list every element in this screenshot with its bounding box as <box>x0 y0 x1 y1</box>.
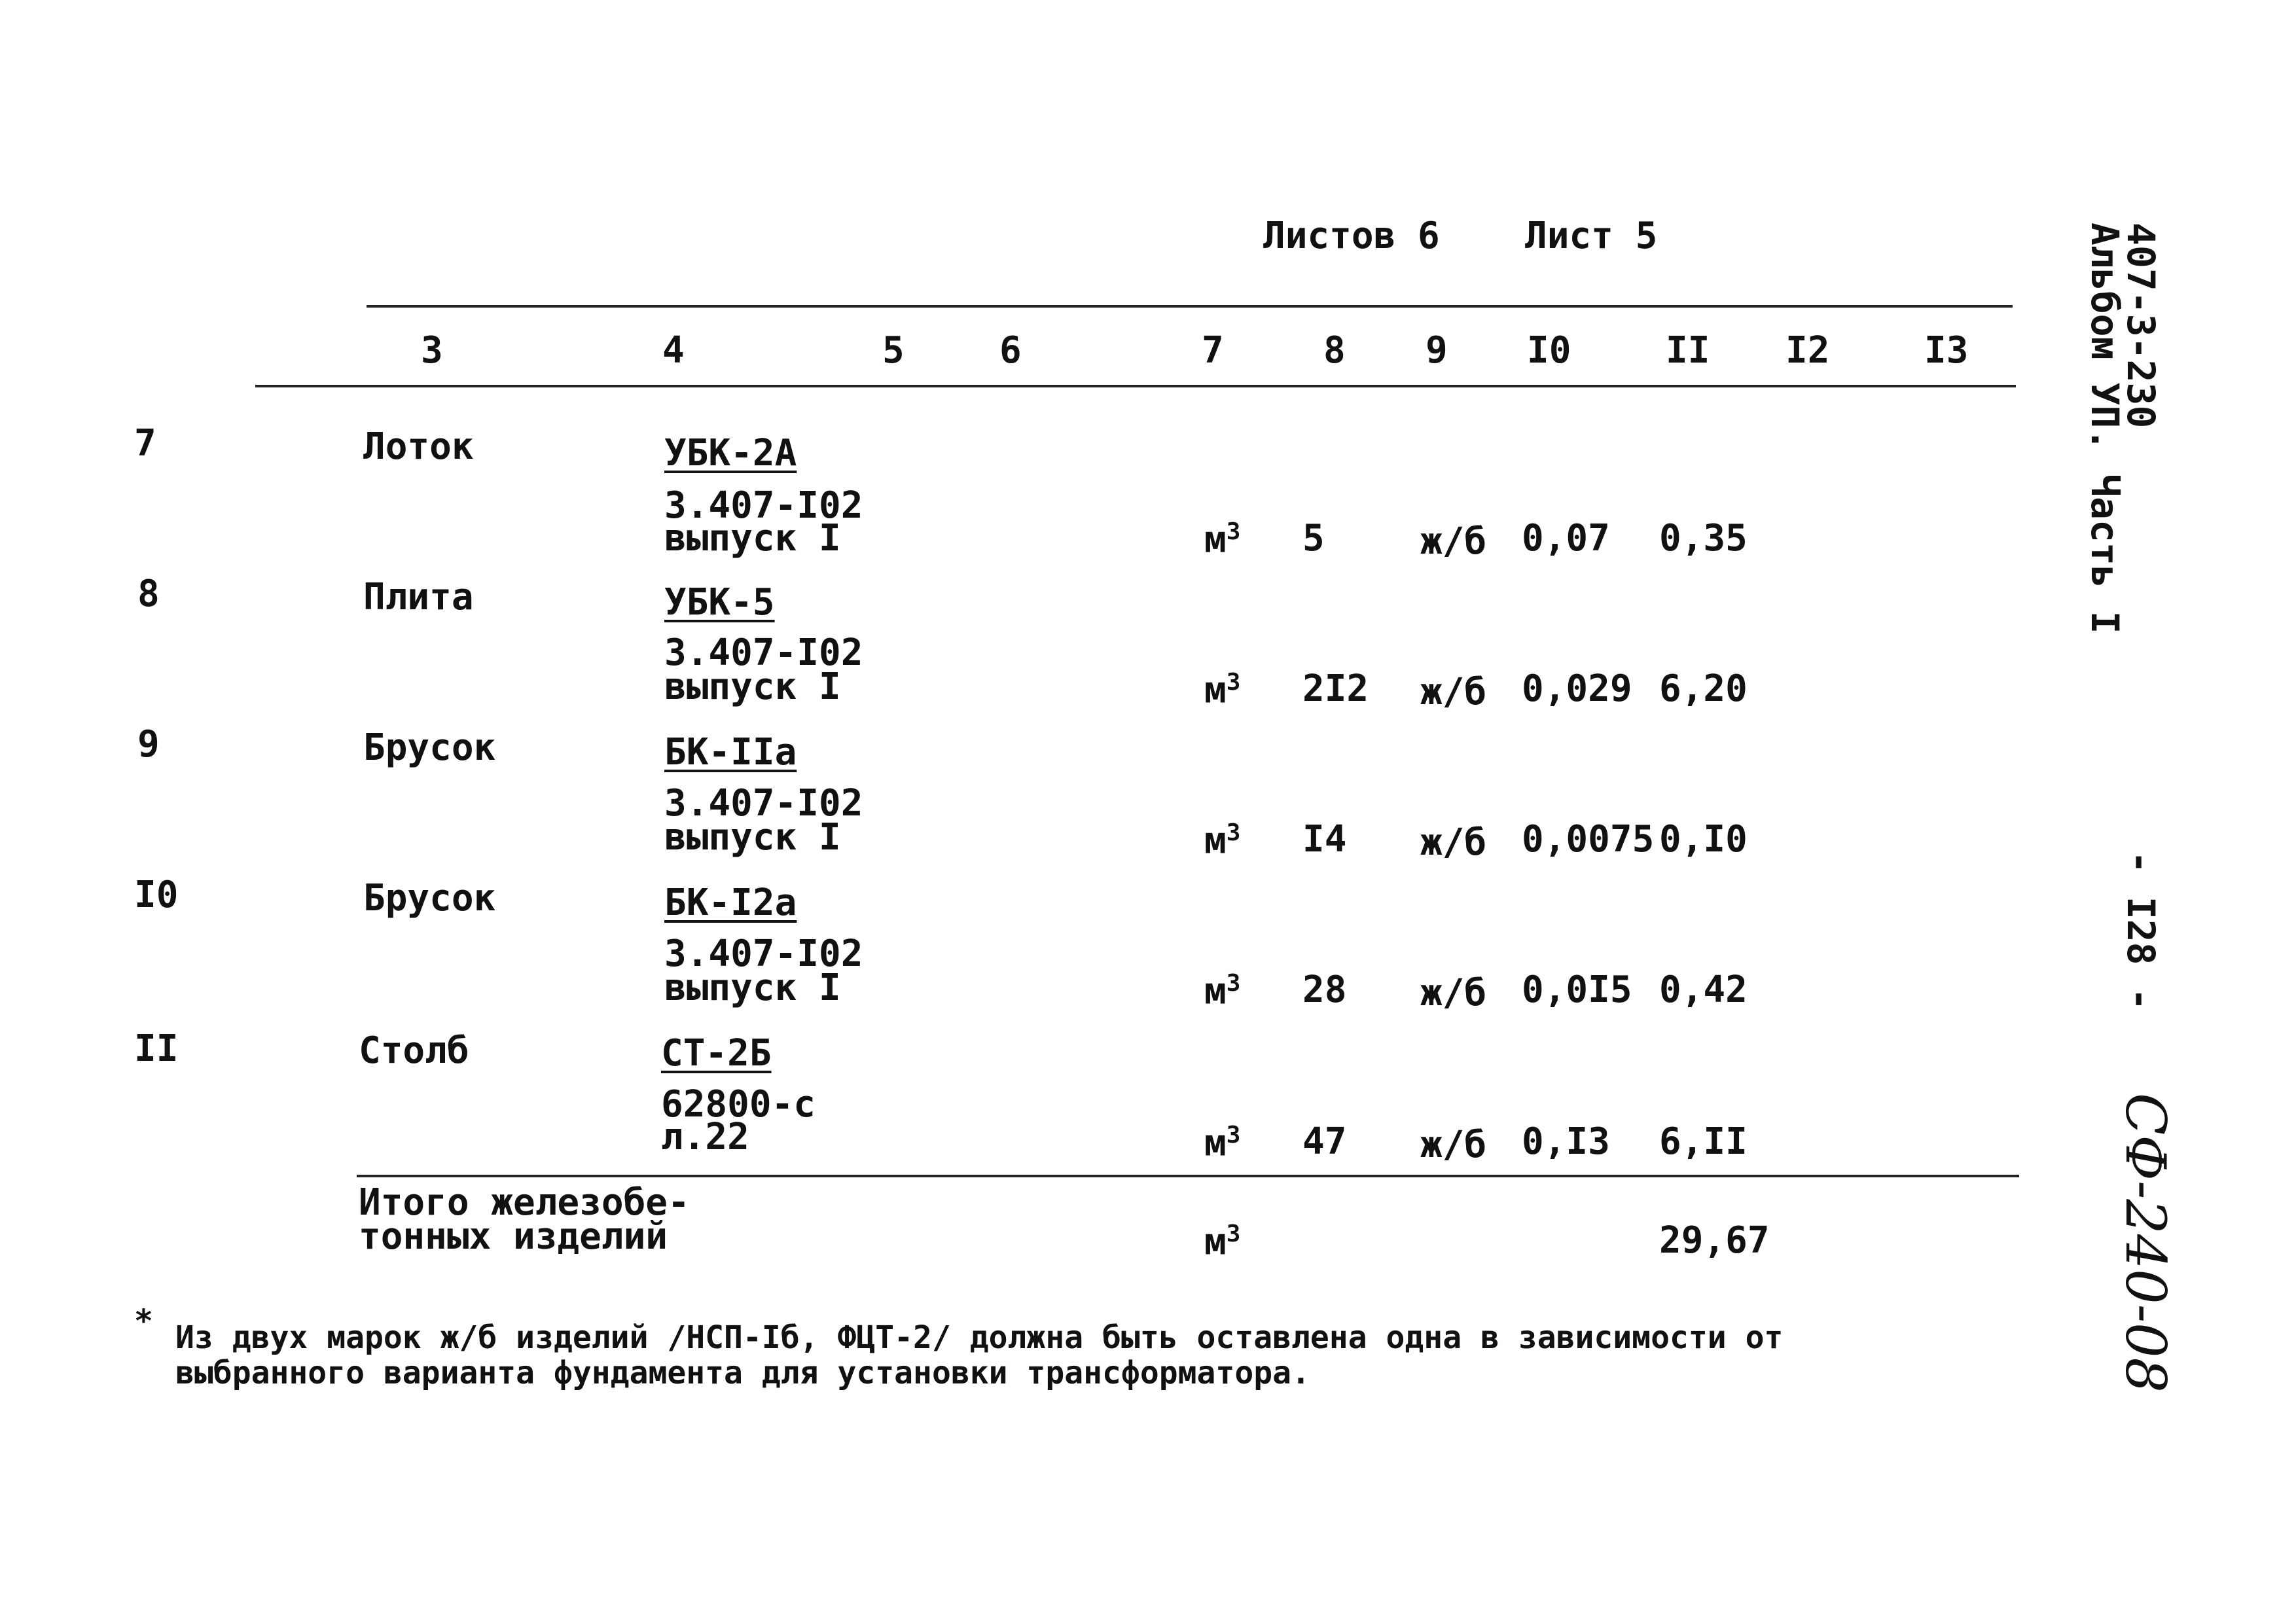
table-top-rule <box>367 305 2013 308</box>
item-doc: 3.407-I02 <box>664 632 863 674</box>
total-rule <box>357 1175 2019 1177</box>
item-doc: 3.407-I02 <box>664 484 863 527</box>
unit: $м^3$ <box>1204 819 1241 863</box>
row-number: 8 <box>137 573 160 615</box>
item-name: Лоток <box>363 425 474 468</box>
quantity: I4 <box>1302 818 1347 861</box>
col-header-8: 8 <box>1323 329 1346 372</box>
col-header-12: I2 <box>1785 329 1830 372</box>
row-number: I0 <box>134 874 179 916</box>
quantity: 2I2 <box>1302 668 1369 710</box>
total-volume: 0,35 <box>1659 517 1748 560</box>
col-header-5: 5 <box>882 329 905 372</box>
unit-volume: 0,0075 <box>1522 818 1655 861</box>
material: ж/б <box>1420 520 1487 563</box>
row-number: 9 <box>137 723 160 766</box>
item-mark: УБК-5 <box>664 581 775 624</box>
col-header-9: 9 <box>1426 329 1448 372</box>
material: ж/б <box>1420 671 1487 713</box>
total-volume: 0,42 <box>1659 969 1748 1011</box>
total-unit: $м^3$ <box>1204 1221 1241 1264</box>
item-doc-issue: выпуск I <box>664 517 841 560</box>
row-number: II <box>134 1027 179 1070</box>
total-label-line1: Итого железобе- <box>359 1181 690 1224</box>
item-mark: СТ-2Б <box>661 1032 772 1075</box>
item-doc: 3.407-I02 <box>664 782 863 825</box>
handwritten-code: СФ-240-08 <box>2113 1093 2178 1393</box>
col-header-13: I3 <box>1924 329 1969 372</box>
unit: $м^3$ <box>1204 669 1241 712</box>
col-header-7: 7 <box>1202 329 1224 372</box>
sheets-total: Листов 6 <box>1263 215 1440 257</box>
item-doc-issue: выпуск I <box>664 816 841 859</box>
material: ж/б <box>1420 821 1487 864</box>
item-mark: БК-I2а <box>664 882 797 924</box>
item-mark: БК-IIа <box>664 731 797 774</box>
item-name: Брусок <box>363 877 496 919</box>
quantity: 47 <box>1302 1120 1347 1163</box>
footnote-line2: выбранного варианта фундамента для установки трансформатора. <box>175 1355 1310 1391</box>
quantity: 5 <box>1302 517 1325 560</box>
col-header-6: 6 <box>999 329 1022 372</box>
album-code: 407-3-230 <box>2119 223 2163 429</box>
total-volume: 0,I0 <box>1659 818 1748 861</box>
unit: $м^3$ <box>1204 970 1241 1013</box>
unit-volume: 0,I3 <box>1522 1120 1610 1163</box>
total-value: 29,67 <box>1659 1219 1770 1262</box>
item-doc-issue: выпуск I <box>664 967 841 1009</box>
col-header-4: 4 <box>662 329 685 372</box>
item-name: Брусок <box>363 726 496 769</box>
col-header-3: 3 <box>421 329 443 372</box>
row-number: 7 <box>134 422 156 465</box>
item-doc-issue: выпуск I <box>664 666 841 708</box>
item-name: Плита <box>363 576 474 618</box>
unit-volume: 0,029 <box>1522 668 1632 710</box>
total-label-line2: тонных изделий <box>359 1215 668 1258</box>
material: ж/б <box>1420 972 1487 1014</box>
unit: $м^3$ <box>1204 518 1241 562</box>
total-volume: 6,20 <box>1659 668 1748 710</box>
item-name: Столб <box>359 1029 469 1072</box>
col-header-10: I0 <box>1527 329 1571 372</box>
unit: $м^3$ <box>1204 1122 1241 1165</box>
material: ж/б <box>1420 1124 1487 1166</box>
footnote-mark: * <box>134 1303 153 1340</box>
quantity: 28 <box>1302 969 1347 1011</box>
total-volume: 6,II <box>1659 1120 1748 1163</box>
item-doc-issue: л.22 <box>661 1116 749 1158</box>
footnote-line1: Из двух марок ж/б изделий /НСП-Iб, ФЦТ-2/ должна быть оставлена одна в зависимости от <box>175 1319 1784 1356</box>
unit-volume: 0,0I5 <box>1522 969 1632 1011</box>
page-number: - I28 - <box>2119 851 2163 1011</box>
unit-volume: 0,07 <box>1522 517 1610 560</box>
item-doc: 3.407-I02 <box>664 933 863 975</box>
item-mark: УБК-2А <box>664 432 797 474</box>
sheet-number: Лист 5 <box>1525 215 1658 257</box>
col-header-11: II <box>1666 329 1710 372</box>
table-header-rule <box>255 385 2016 387</box>
album-part: Альбом УП. Часть I <box>2083 223 2127 634</box>
item-doc: 62800-с <box>661 1083 816 1126</box>
